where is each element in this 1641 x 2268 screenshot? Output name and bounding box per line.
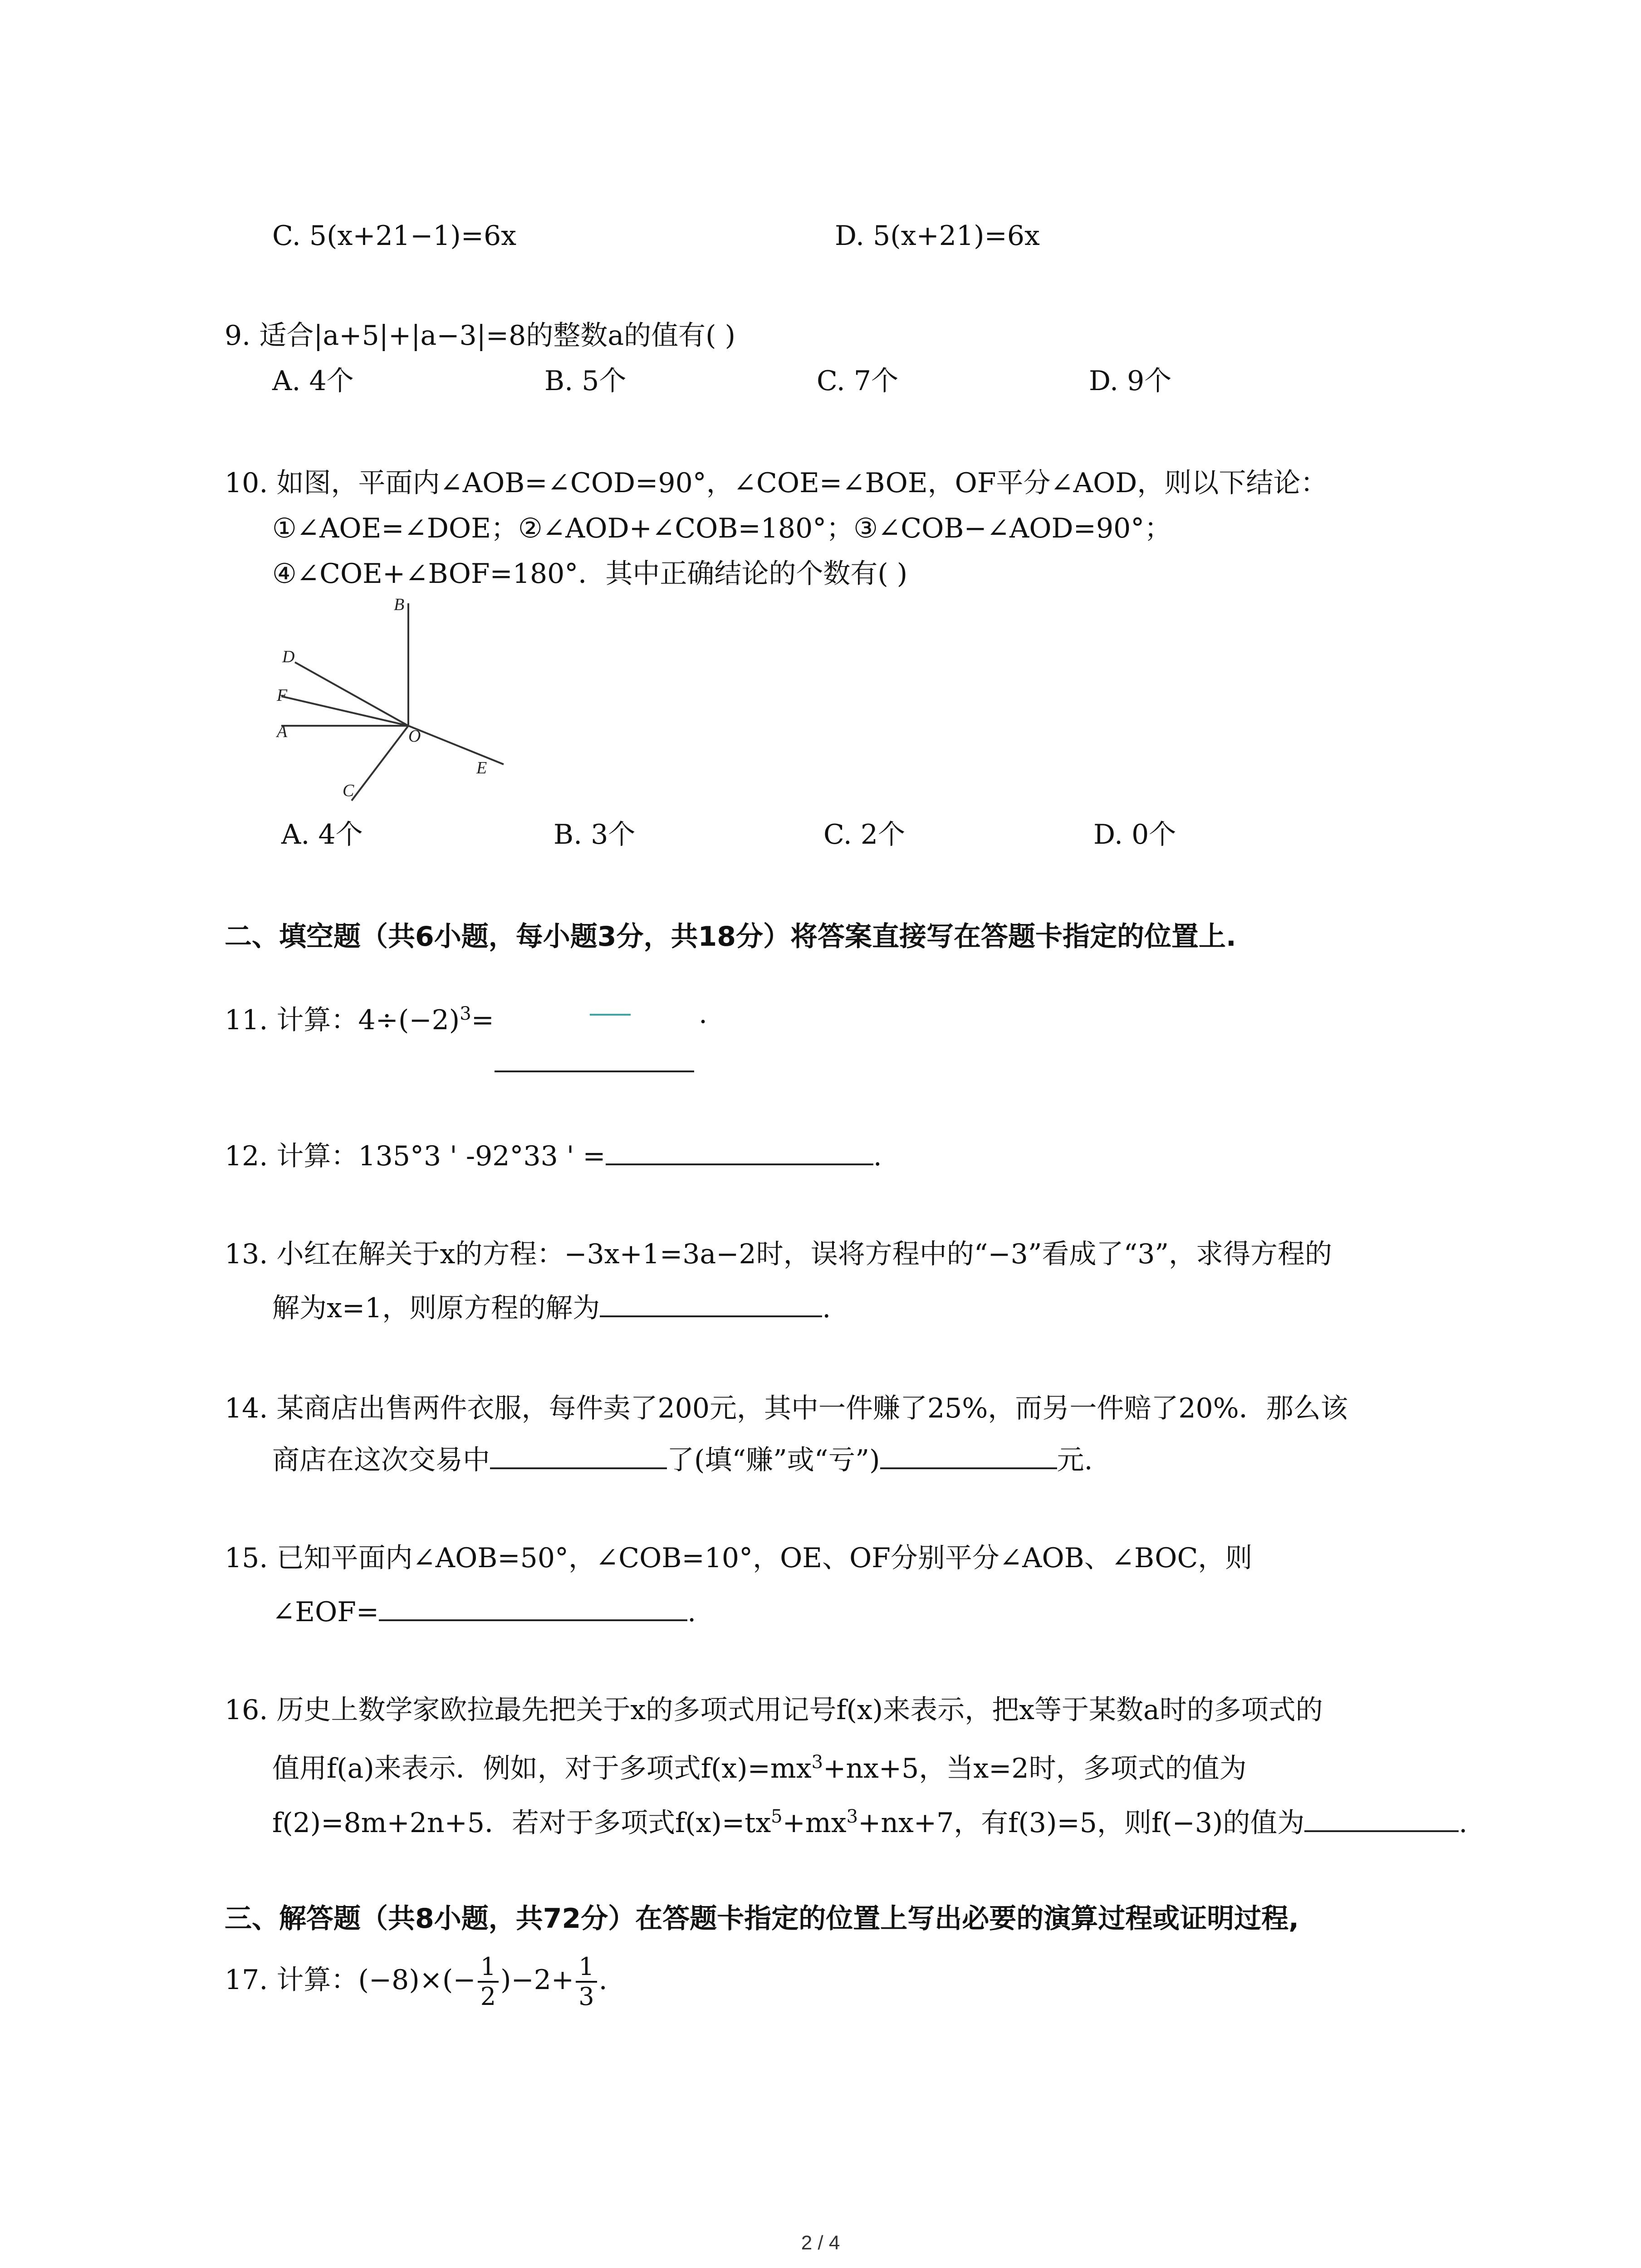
q17-fraction-2 — [576, 1953, 597, 2011]
q10-line-1: 10. 如图，平面内∠AOB=∠COD=90°，∠COE=∠BOE，OF平分∠AOD，则以下结论： — [225, 467, 1328, 499]
q15-end: . — [687, 1596, 696, 1628]
q11-blank[interactable] — [495, 1070, 694, 1072]
q15-line-1: 15. 已知平面内∠AOB=50°，∠COB=10°，OE、OF分别平分∠AOB、∠BOC，则 — [225, 1542, 1253, 1574]
q9-stem: 9. 适合|a+5|+|a−3|=8的整数a的值有( ) — [225, 320, 735, 352]
q16-text-3c: +nx+7，有f(3)=5，则f(−3)的值为 — [858, 1807, 1305, 1839]
q17-prefix: 17. 计算：(−8)×(− — [225, 1964, 476, 1996]
q13-line-2 — [272, 1288, 831, 1326]
q16-line-3 — [272, 1799, 1468, 1841]
q10-option-d: D. 0个 — [1093, 819, 1176, 850]
label-f: F — [277, 686, 288, 705]
q16-blank[interactable] — [1304, 1803, 1459, 1832]
q11-end: . — [699, 998, 708, 1030]
q14-line-2 — [272, 1440, 1093, 1478]
angle-diagram — [272, 594, 526, 807]
q10-option-b: B. 3个 — [554, 819, 636, 850]
q16-text-3a: f(2)=8m+2n+5．若对于多项式f(x)=tx — [272, 1807, 771, 1839]
q10-line-3: ④∠COE+∠BOF=180°．其中正确结论的个数有( ) — [272, 558, 908, 590]
label-e: E — [476, 758, 487, 777]
q16-text-3b: +mx — [782, 1807, 847, 1839]
label-o: O — [408, 727, 421, 746]
q17-end: . — [598, 1964, 607, 1996]
q12-blank[interactable] — [606, 1136, 873, 1165]
label-b: B — [394, 595, 405, 614]
q14-blank-2[interactable] — [880, 1440, 1057, 1469]
q16-text-2a: 值用f(a)来表示．例如，对于多项式f(x)=mx — [272, 1753, 812, 1784]
q17-frac1-denominator: 2 — [480, 1982, 496, 2011]
q17-mid: )−2+ — [500, 1964, 574, 1996]
q13-blank[interactable] — [600, 1288, 822, 1317]
q16-exponent-2: 5 — [771, 1806, 783, 1827]
q17-frac2-numerator: 1 — [576, 1953, 597, 1983]
ray-oc — [352, 726, 408, 801]
label-d: D — [282, 647, 295, 666]
label-c: C — [343, 781, 354, 800]
q17-frac1-numerator: 1 — [478, 1953, 499, 1983]
section-3-title: 三、解答题（共8小题，共72分）在答题卡指定的位置上写出必要的演算过程或证明过程, — [225, 1903, 1299, 1935]
q13-text: 解为x=1，则原方程的解为 — [272, 1292, 600, 1324]
q16-line-2 — [272, 1744, 1247, 1787]
q17-line — [225, 1950, 607, 2011]
q8-option-d: D. 5(x+21)=6x — [835, 220, 1040, 252]
label-a: A — [277, 722, 288, 741]
q16-exponent-1: 3 — [811, 1752, 823, 1773]
q14-line-1: 14. 某商店出售两件衣服，每件卖了200元，其中一件赚了25%，而另一件赔了20%．那么该 — [225, 1393, 1348, 1424]
q10-option-a: A. 4个 — [281, 819, 363, 850]
q13-end: . — [822, 1292, 831, 1324]
q11-line — [225, 996, 494, 1038]
q9-option-a: A. 4个 — [272, 365, 354, 397]
q11-answer-mark — [590, 1014, 631, 1016]
q15-blank[interactable] — [379, 1592, 687, 1621]
q10-option-c: C. 2个 — [823, 819, 906, 850]
q10-line-2: ①∠AOE=∠DOE；②∠AOD+∠COB=180°；③∠COB−∠AOD=90°； — [272, 513, 1172, 544]
q16-line-1: 16. 历史上数学家欧拉最先把关于x的多项式用记号f(x)来表示，把x等于某数a时的多项式的 — [225, 1694, 1323, 1726]
q13-line-1: 13. 小红在解关于x的方程：−3x+1=3a−2时，误将方程中的“−3”看成了“3”，求得方程的 — [225, 1238, 1332, 1270]
q15-line-2 — [272, 1592, 696, 1630]
q17-fraction-1 — [478, 1953, 499, 2011]
ray-oe — [408, 726, 504, 764]
q9-option-b: B. 5个 — [544, 365, 627, 397]
ray-od — [295, 662, 408, 726]
q16-exponent-3: 3 — [846, 1806, 858, 1827]
q17-frac2-denominator: 3 — [578, 1982, 594, 2011]
q16-text-2b: +nx+5，当x=2时，多项式的值为 — [823, 1753, 1247, 1784]
q11-text: 11. 计算：4÷(−2) — [225, 1004, 460, 1036]
ray-of — [281, 696, 408, 726]
q12-text: 12. 计算：135°3 ' -92°33 ' = — [225, 1140, 606, 1172]
q9-option-c: C. 7个 — [817, 365, 899, 397]
q15-text: ∠EOF= — [272, 1596, 379, 1628]
q14-text-a: 商店在这次交易中 — [272, 1444, 490, 1476]
q14-text-c: 元. — [1057, 1444, 1093, 1476]
q12-end: . — [873, 1140, 882, 1172]
q14-blank-1[interactable] — [490, 1440, 667, 1469]
q11-exponent: 3 — [460, 1003, 471, 1024]
q14-text-b: 了(填“赚”或“亏”) — [667, 1444, 880, 1476]
q16-end: . — [1459, 1807, 1468, 1839]
q12-line — [225, 1136, 882, 1174]
q9-option-d: D. 9个 — [1089, 365, 1172, 397]
q8-option-c: C. 5(x+21−1)=6x — [272, 220, 517, 252]
section-2-title: 二、填空题（共6小题，每小题3分，共18分）将答案直接写在答题卡指定的位置上. — [225, 921, 1236, 953]
q11-equals: = — [471, 1004, 494, 1036]
page-number: 2 / 4 — [801, 2232, 840, 2254]
